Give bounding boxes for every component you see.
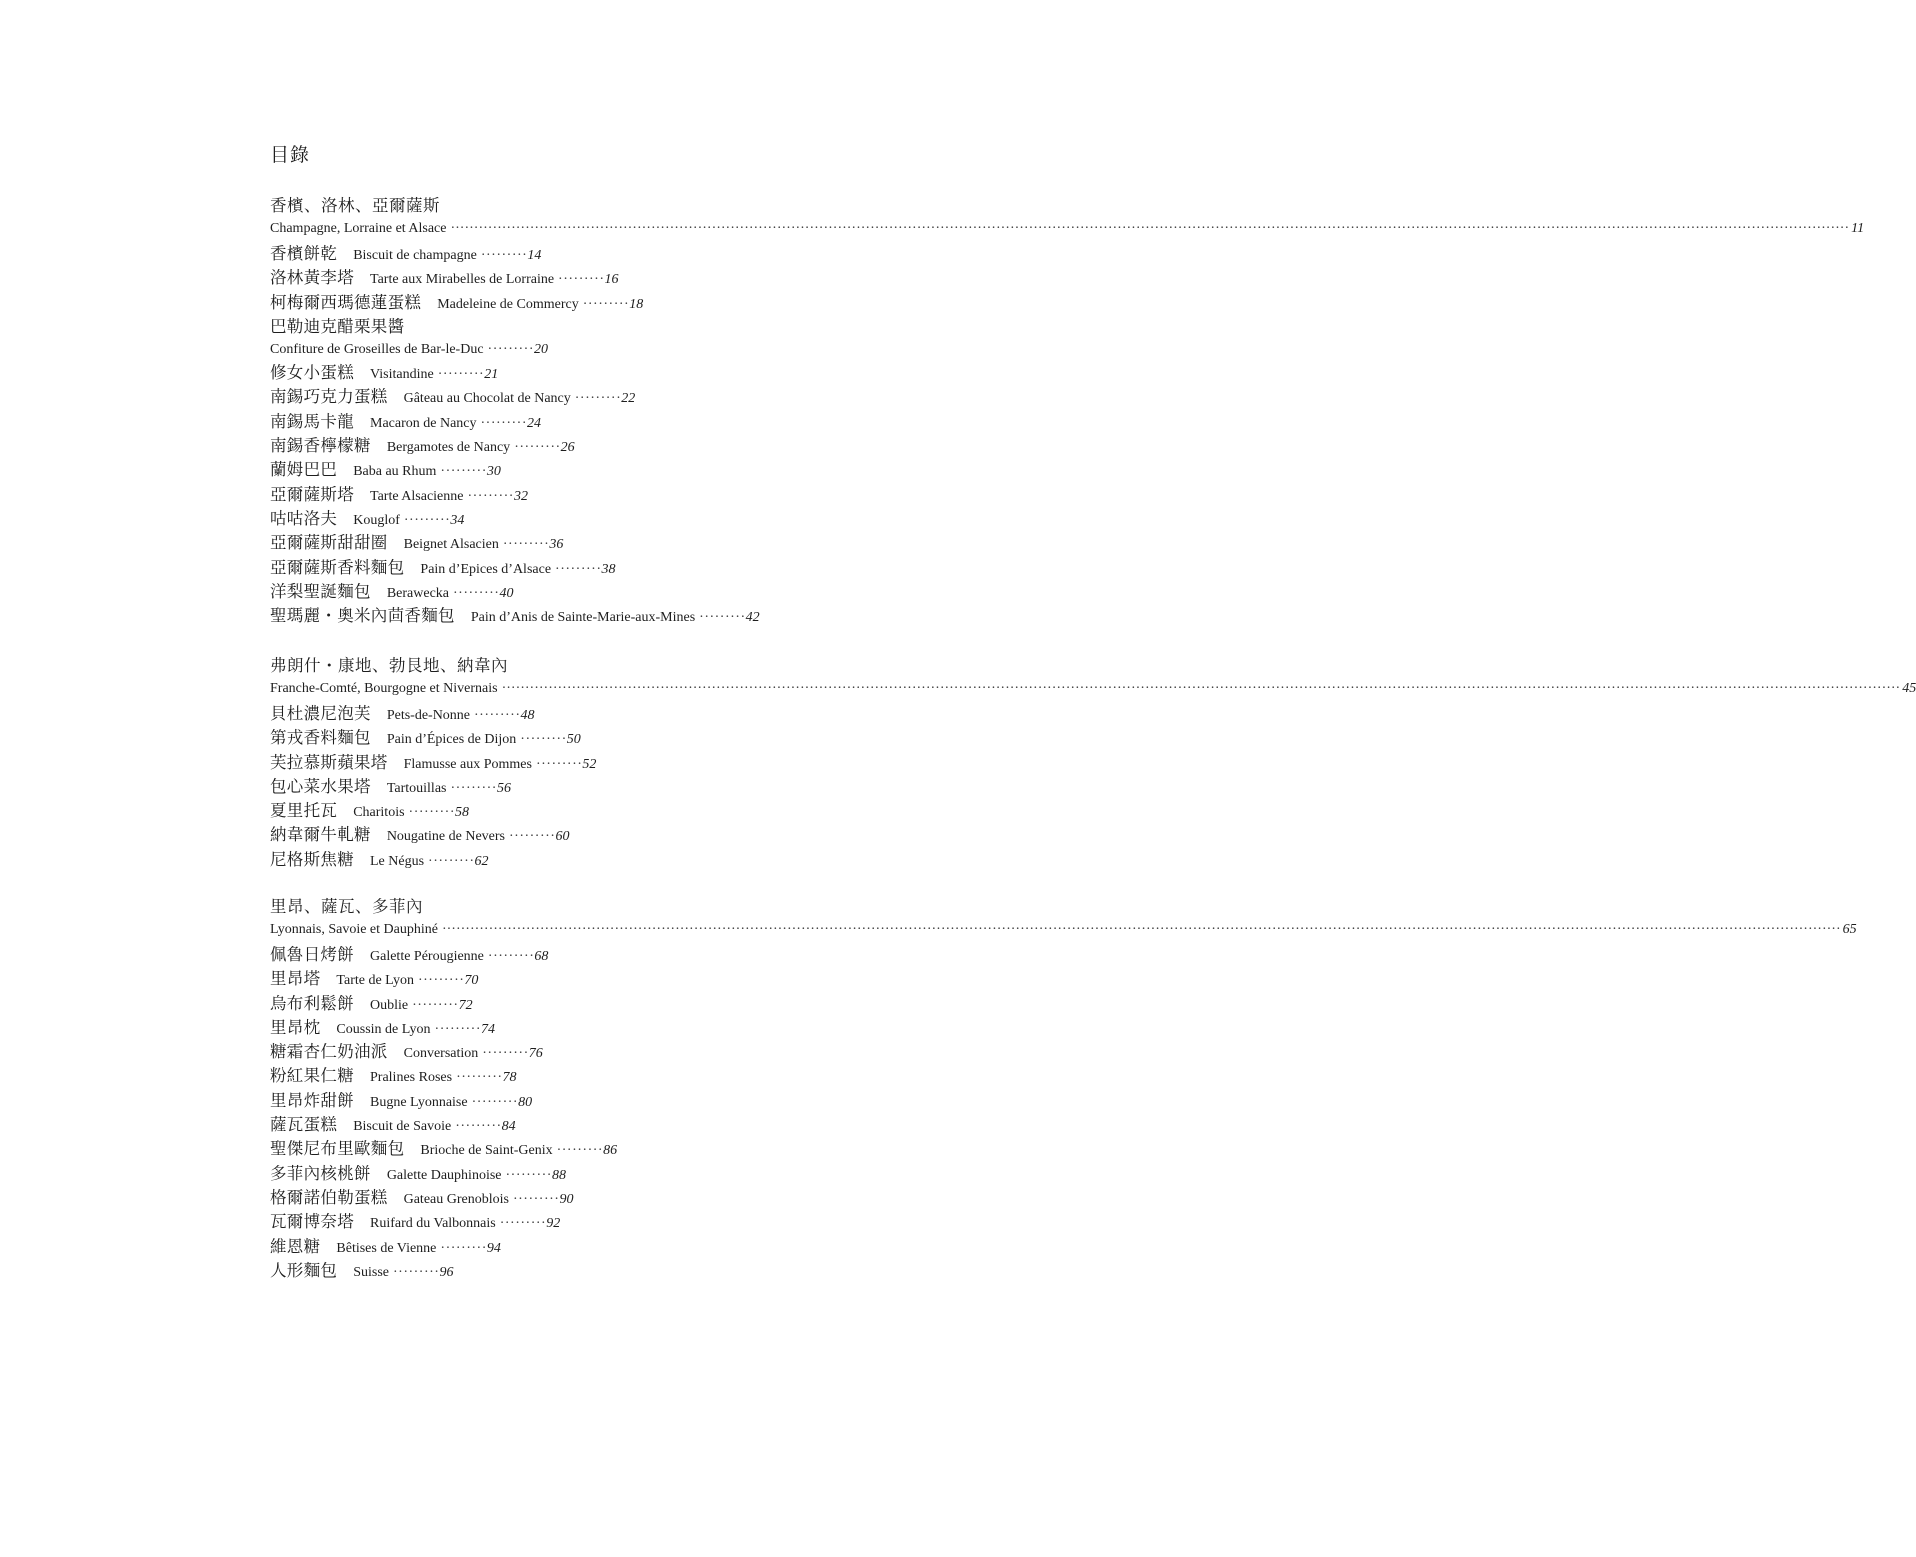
entry-title-fr: Kouglof: [353, 512, 400, 528]
entry-page-number: 50: [566, 732, 581, 748]
entry-page-number: 78: [502, 1070, 517, 1086]
entry-title-fr: Bugne Lyonnaise: [370, 1094, 468, 1110]
entry-page-number: 18: [629, 296, 644, 312]
page-title: 目錄: [270, 144, 311, 166]
toc-entry: [270, 1186, 970, 1210]
dot-leader: ·········: [487, 342, 535, 358]
entry-title-zh: 咕咕洛夫: [270, 508, 338, 528]
section-page-number: 65: [1842, 922, 1857, 937]
entry-title-zh: 巴勒迪克醋栗果醬: [270, 316, 405, 336]
dot-leader: ············································································································································································································································································································: [441, 922, 1841, 937]
entry-title-fr: Flamusse aux Pommes: [403, 756, 532, 772]
entry-page-number: 34: [450, 512, 465, 528]
entry-page-number: 90: [559, 1191, 574, 1207]
toc-section: [270, 654, 1916, 872]
toc-entry: [270, 291, 970, 315]
entry-page-number: 70: [464, 973, 479, 989]
entry-title-zh: 里昂枕: [270, 1017, 321, 1037]
section-page-number: 11: [1851, 221, 1865, 236]
entry-title-fr: Visitandine: [370, 367, 434, 383]
entry-title-fr: Coussin de Lyon: [336, 1021, 431, 1037]
entry-page-number: 94: [486, 1240, 501, 1256]
entry-title-fr: Charitois: [353, 805, 405, 821]
entry-page-number: 22: [621, 391, 636, 407]
entry-title-zh: 第戎香料麵包: [270, 728, 371, 748]
entry-title-zh: 里昂塔: [270, 969, 321, 989]
entry-page-number: 92: [546, 1216, 561, 1232]
toc-entry: [270, 1016, 970, 1040]
dot-leader: ·········: [428, 853, 475, 869]
entry-title-zh: 瓦爾博奈塔: [270, 1212, 354, 1232]
toc-entry: [270, 604, 970, 628]
dot-leader: ·········: [437, 367, 485, 383]
entry-page-number: 36: [549, 537, 564, 553]
entry-title-zh: 亞爾薩斯香料麵包: [270, 557, 405, 577]
entry-page-number: 56: [496, 780, 511, 796]
dot-leader: ············································································································································································································································································································: [501, 681, 1901, 696]
entry-title-fr: Berawecka: [386, 585, 449, 601]
toc-entry: [270, 1235, 970, 1259]
entry-title-fr: Pain d’Anis de Sainte-Marie-aux-Mines: [470, 610, 696, 626]
entry-title-fr: Galette Dauphinoise: [386, 1167, 502, 1183]
toc-entry: [270, 799, 970, 823]
dot-leader: ·········: [455, 1119, 502, 1135]
section-title-fr: [270, 678, 1916, 700]
entry-title-zh: 南錫馬卡龍: [270, 411, 354, 431]
entry-title-fr: Pets-de-Nonne: [386, 708, 471, 723]
entry-title-zh: 貝杜濃尼泡芙: [270, 704, 371, 723]
entry-title-zh: 多菲內核桃餅: [270, 1163, 371, 1183]
dot-leader: ·········: [480, 415, 527, 431]
entry-title-fr: Nougatine de Nevers: [386, 829, 505, 845]
entry-title-zh: 聖瑪麗・奧米內茴香麵包: [270, 606, 455, 626]
toc-entry: [270, 992, 970, 1016]
dot-leader: ·········: [582, 296, 630, 312]
dot-leader: ·········: [440, 464, 487, 480]
entry-page-number: 52: [582, 756, 597, 772]
entry-title-fr: Gâteau au Chocolat de Nancy: [403, 391, 571, 407]
entry-title-zh: 納韋爾牛軋糖: [270, 825, 371, 845]
dot-leader: ·········: [509, 829, 556, 845]
dot-leader: ·········: [482, 1046, 529, 1062]
dot-leader: ·········: [450, 780, 497, 796]
dot-leader: ·········: [471, 1094, 519, 1110]
entry-page-number: 21: [484, 367, 499, 383]
dot-leader: ·········: [403, 512, 451, 528]
entry-title-fr: Biscuit de champagne: [353, 248, 477, 263]
toc-entry: [270, 775, 970, 799]
entry-title-zh: 亞爾薩斯甜甜圈: [270, 533, 388, 553]
entry-title-zh: 亞爾薩斯塔: [270, 484, 354, 504]
entry-title-zh: 洛林黃李塔: [270, 268, 354, 288]
entry-title-zh: 維恩糖: [270, 1236, 321, 1256]
toc-entry: [270, 242, 970, 266]
toc-entry: [270, 1210, 970, 1234]
section-title-zh: 香檳、洛林、亞爾薩斯: [270, 196, 440, 215]
toc-entry: [270, 848, 970, 872]
entry-title-zh: 烏布利鬆餅: [270, 993, 354, 1013]
entry-page-number: 32: [513, 488, 528, 504]
entry-page-number: 72: [458, 997, 473, 1013]
dot-leader: ·········: [514, 440, 561, 456]
section-title-zh: 里昂、薩瓦、多菲內: [270, 897, 423, 916]
toc-entry: [270, 1089, 970, 1113]
dot-leader: ·········: [453, 585, 500, 601]
entry-title-fr: Galette Pérougienne: [370, 949, 484, 964]
entry-title-fr: Ruifard du Valbonnais: [370, 1216, 496, 1232]
entry-title-fr: Conversation: [403, 1046, 479, 1062]
section-title-fr: [270, 919, 1857, 941]
entry-title-fr: Pralines Roses: [370, 1070, 453, 1086]
entry-title-zh: 柯梅爾西瑪德蓮蛋糕: [270, 292, 422, 312]
entry-title-zh: 南錫巧克力蛋糕: [270, 387, 388, 407]
entry-title-fr: Tartouillas: [386, 780, 447, 796]
entry-title-fr: Pain d’Epices d’Alsace: [420, 561, 552, 577]
dot-leader: ·········: [467, 488, 514, 504]
toc-entry: [270, 1162, 970, 1186]
entry-title-fr: Pain d’Épices de Dijon: [386, 732, 517, 748]
entry-title-zh: 糖霜杏仁奶油派: [270, 1042, 388, 1062]
dot-leader: ············································································································································································································································································································: [450, 221, 1850, 236]
toc-entry: [270, 726, 970, 750]
toc-entry: [270, 410, 970, 434]
entry-title-zh: 洋梨聖誕麵包: [270, 581, 371, 601]
dot-leader: ·········: [456, 1070, 503, 1086]
entry-title-zh: 包心菜水果塔: [270, 776, 371, 796]
entry-title-zh: 佩魯日烤餅: [270, 945, 354, 964]
entry-list: [270, 943, 970, 1283]
entry-page-number: 48: [520, 708, 535, 723]
entry-title-fr: Confiture de Groseilles de Bar-le-Duc: [270, 342, 484, 358]
entry-page-number: 88: [551, 1167, 566, 1183]
entry-page-number: 60: [555, 829, 570, 845]
dot-leader: ·········: [499, 1216, 547, 1232]
section-title-fr-text: Champagne, Lorraine et Alsace: [270, 221, 447, 236]
entry-title-zh: 香檳餅乾: [270, 244, 338, 263]
entry-title-zh: 夏里托瓦: [270, 801, 338, 821]
entry-title-fr: Macaron de Nancy: [370, 415, 477, 431]
entry-title-fr: Biscuit de Savoie: [353, 1119, 452, 1135]
entry-page-number: 30: [486, 464, 501, 480]
entry-page-number: 74: [481, 1021, 495, 1037]
toc-entry: [270, 315, 970, 339]
entry-title-fr: Oublie: [370, 997, 409, 1013]
toc-entry: [270, 1137, 970, 1161]
section-page-number: 45: [1902, 681, 1916, 696]
dot-leader: ·········: [502, 537, 550, 553]
entry-page-number: 38: [601, 561, 616, 577]
entry-title-fr: Bêtises de Vienne: [336, 1240, 437, 1256]
dot-leader: ·········: [417, 973, 465, 989]
entry-title-fr: Gateau Grenoblois: [403, 1191, 509, 1207]
entry-page-number: 86: [603, 1143, 618, 1159]
dot-leader: ·········: [512, 1191, 560, 1207]
entry-title-fr: Tarte Alsacienne: [370, 488, 464, 504]
entry-list: [270, 702, 970, 872]
toc-entry: [270, 580, 970, 604]
entry-title-fr: Le Négus: [370, 853, 425, 869]
toc-entry: [270, 1040, 970, 1064]
entry-title-zh: 修女小蛋糕: [270, 363, 354, 383]
dot-leader: ·········: [556, 1143, 604, 1159]
dot-leader: ·········: [440, 1240, 487, 1256]
dot-leader: ·········: [520, 732, 567, 748]
entry-title-fr: Suisse: [353, 1264, 389, 1280]
toc-entry: [270, 266, 970, 290]
entry-title-fr: Beignet Alsacien: [403, 537, 499, 553]
entry-page-number: 80: [518, 1094, 533, 1110]
dot-leader: ·········: [393, 1264, 440, 1280]
dot-leader: ·········: [408, 805, 456, 821]
toc-entry: [270, 751, 970, 775]
toc-entry: [270, 434, 970, 458]
entry-title-zh: 粉紅果仁糖: [270, 1066, 354, 1086]
toc-entry: [270, 385, 970, 409]
entry-page-number: 42: [745, 610, 760, 626]
entry-page-number: 16: [604, 272, 619, 288]
dot-leader: ·········: [480, 248, 528, 263]
entry-title-zh: 蘭姆巴巴: [270, 460, 338, 480]
entry-title-fr: Madeleine de Commercy: [437, 296, 579, 312]
dot-leader: ·········: [412, 997, 459, 1013]
dot-leader: ·········: [505, 1167, 552, 1183]
entry-title-fr: Tarte aux Mirabelles de Lorraine: [370, 272, 555, 288]
toc-entry: [270, 556, 970, 580]
toc-entry: [270, 483, 970, 507]
dot-leader: ·········: [474, 708, 521, 723]
entry-page-number: 96: [439, 1264, 454, 1280]
toc-entry-continued: [270, 339, 970, 361]
entry-page-number: 62: [474, 853, 489, 869]
toc-entry: [270, 361, 970, 385]
toc-entry: [270, 943, 970, 967]
entry-title-zh: 聖傑尼布里歐麵包: [270, 1139, 405, 1159]
section-title-fr-text: Franche-Comté, Bourgogne et Nivernais: [270, 681, 498, 696]
entry-title-fr: Brioche de Saint-Genix: [420, 1143, 553, 1159]
entry-title-fr: Bergamotes de Nancy: [386, 440, 511, 456]
section-title-fr-text: Lyonnais, Savoie et Dauphiné: [270, 922, 438, 937]
dot-leader: ·········: [535, 756, 583, 772]
entry-title-zh: 尼格斯焦糖: [270, 849, 354, 869]
entry-title-fr: Tarte de Lyon: [336, 973, 414, 989]
entry-page-number: 68: [534, 949, 549, 964]
entry-title-zh: 人形麵包: [270, 1260, 338, 1280]
entry-page-number: 58: [455, 805, 470, 821]
toc-entry: [270, 823, 970, 847]
entry-title-zh: 芙拉慕斯蘋果塔: [270, 752, 388, 772]
entry-page-number: 20: [534, 342, 549, 358]
toc-entry: [270, 1259, 970, 1283]
dot-leader: ·········: [558, 272, 605, 288]
section-title-zh: 弗朗什・康地、勃艮地、納韋內: [270, 656, 508, 675]
toc-section: [270, 194, 1865, 628]
dot-leader: ·········: [487, 949, 535, 964]
dot-leader: ·········: [574, 391, 622, 407]
entry-page-number: 26: [560, 440, 575, 456]
toc-section: [270, 895, 1857, 1283]
entry-list: [270, 242, 970, 628]
entry-page-number: 24: [526, 415, 541, 431]
dot-leader: ·········: [699, 610, 746, 626]
toc-entry: [270, 458, 970, 482]
entry-page-number: 40: [499, 585, 514, 601]
toc-entry: [270, 531, 970, 555]
toc-entry: [270, 967, 970, 991]
toc-entry: [270, 702, 970, 726]
entry-title-zh: 格爾諾伯勒蛋糕: [270, 1187, 388, 1207]
entry-title-zh: 南錫香檸檬糖: [270, 436, 371, 456]
toc-entry: [270, 1064, 970, 1088]
dot-leader: ·········: [555, 561, 602, 577]
entry-page-number: 76: [528, 1046, 543, 1062]
entry-title-fr: Baba au Rhum: [353, 464, 437, 480]
entry-title-zh: 薩瓦蛋糕: [270, 1115, 338, 1135]
dot-leader: ·········: [434, 1021, 481, 1037]
entry-page-number: 14: [527, 248, 542, 263]
entry-page-number: 84: [501, 1119, 516, 1135]
entry-title-zh: 里昂炸甜餅: [270, 1090, 354, 1110]
toc-entry: [270, 507, 970, 531]
toc-entry: [270, 1113, 970, 1137]
section-title-fr: [270, 218, 1865, 240]
